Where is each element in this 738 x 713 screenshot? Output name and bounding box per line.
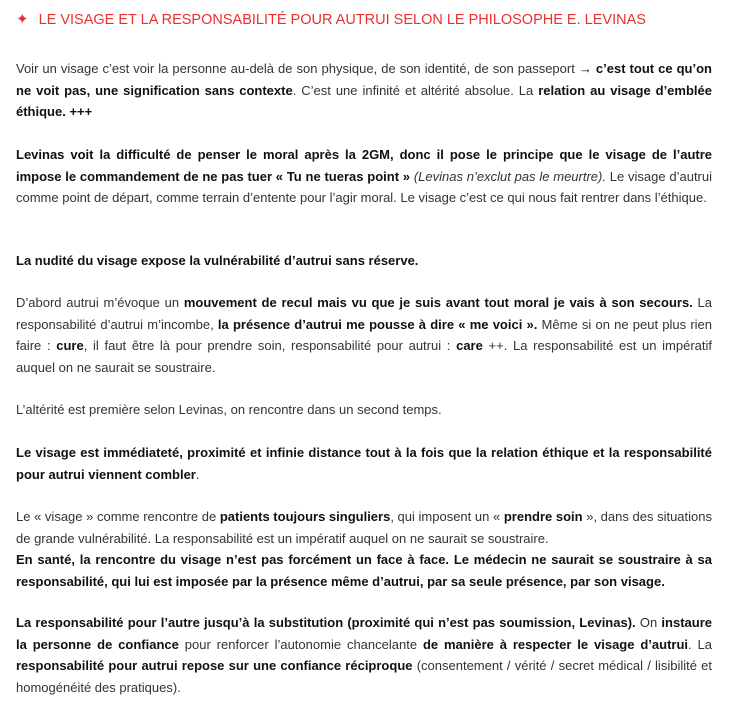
bold-run: instaure la personne de confiance [16,615,712,652]
bold-run: de manière à respecter le visage d’autrui [422,636,689,652]
text-run: . C’est une infinité et altérité absolue. La [292,82,539,98]
bold-run: La nudité du visage expose la vulnérabilité d’autrui sans réserve. [16,253,419,268]
page-title [16,9,718,31]
bold-run: care [456,338,483,353]
text-run: L’altérité est première selon Levinas, on rencontre dans un second temps. [16,402,442,417]
bold-run: Levinas voit la difficulté de penser le moral après la 2GM, donc il pose le principe que le visage de l’autre impose le commandement de ne pas tuer « Tu ne tueras point » [16,147,712,184]
text-run: D’abord autrui m’évoque un [16,295,184,310]
paragraph-rencontre-patients [16,506,712,592]
bold-run: En santé, la rencontre du visage n’est pas forcément un face à face. Le médecin ne saurait se soustraire à sa responsabilité, qui lui est imposée par la présence même d’autrui, par sa seule présence, par son visage. [16,552,712,589]
bold-run: Le visage est immédiateté, proximité et infinie distance tout à la fois que la relation éthique et la responsabilité pour autrui viennent combler [16,445,712,482]
text-run: Même si on ne peut plus rien faire : [16,316,712,353]
paragraph-immediatete [16,442,712,485]
text-run: Le visage d’autrui comme point de départ, comme terrain d’entente pour l’agir moral. Le visage c’est ce qui nous fait rentrer dans l’éthique. [16,168,712,205]
text-run: (consentement / vérité / secret médical / lisibilité et homogénéité des pratiques). [16,658,713,695]
italic-run: (Levinas n’exclut pas le meurtre). [410,168,606,184]
bold-run: responsabilité pour autrui repose sur une confiance réciproque [16,658,413,673]
bold-run: relation au visage d’emblée éthique. +++ [16,82,712,119]
text-run: », dans des situations de grande vulnérabilité. La responsabilité est un impératif auquel on ne saurait se soustraire. [16,509,712,546]
paragraph-alterite [16,399,712,421]
text-run: Le « visage » comme rencontre de [16,509,220,524]
text-run: , il faut être là pour prendre soin, responsabilité pour autrui : [83,338,457,353]
star-bullet-icon: ✦ [16,11,29,28]
arrow-right-icon: → [578,61,592,76]
bold-run: cure [56,338,84,353]
bold-run: c’est tout ce qu’on ne voit pas, une signification sans contexte [16,61,712,98]
paragraph-levinas-principle [16,144,712,209]
text-run: Voir un visage c’est voir la personne au-delà de son physique, de son identité, de son passeport [16,61,579,76]
text-run: , qui imposent un « [390,509,504,524]
text-run: ++. La responsabilité est un impératif auquel on ne saurait se soustraire. [16,338,713,375]
bold-run: prendre soin [503,509,583,524]
text-run: pour renforcer l’autonomie chancelante [178,636,423,652]
paragraph-nudite [16,250,712,272]
paragraph-visage-definition [16,58,712,123]
page-title-text: LE VISAGE ET LA RESPONSABILITÉ POUR AUTRUI SELON LE PHILOSOPHE E. LEVINAS [38,12,646,28]
paragraph-responsabilite [16,292,712,378]
bold-run: patients toujours singuliers [219,509,391,524]
bold-run: mouvement de recul mais vu que je suis avant tout moral je vais à son secours. [183,295,693,310]
text-run: . La [688,636,712,652]
paragraph-personne-de-confiance [16,612,712,698]
text-run: On [635,615,662,630]
text-run: . [195,466,200,482]
text-run: La responsabilité d’autrui m’incombe, [16,295,712,332]
bold-run: La responsabilité pour l’autre jusqu’à la substitution (proximité qui n’est pas soumission, Levinas). [16,615,636,630]
bold-run: la présence d’autrui me pousse à dire « me voici ». [217,316,538,332]
